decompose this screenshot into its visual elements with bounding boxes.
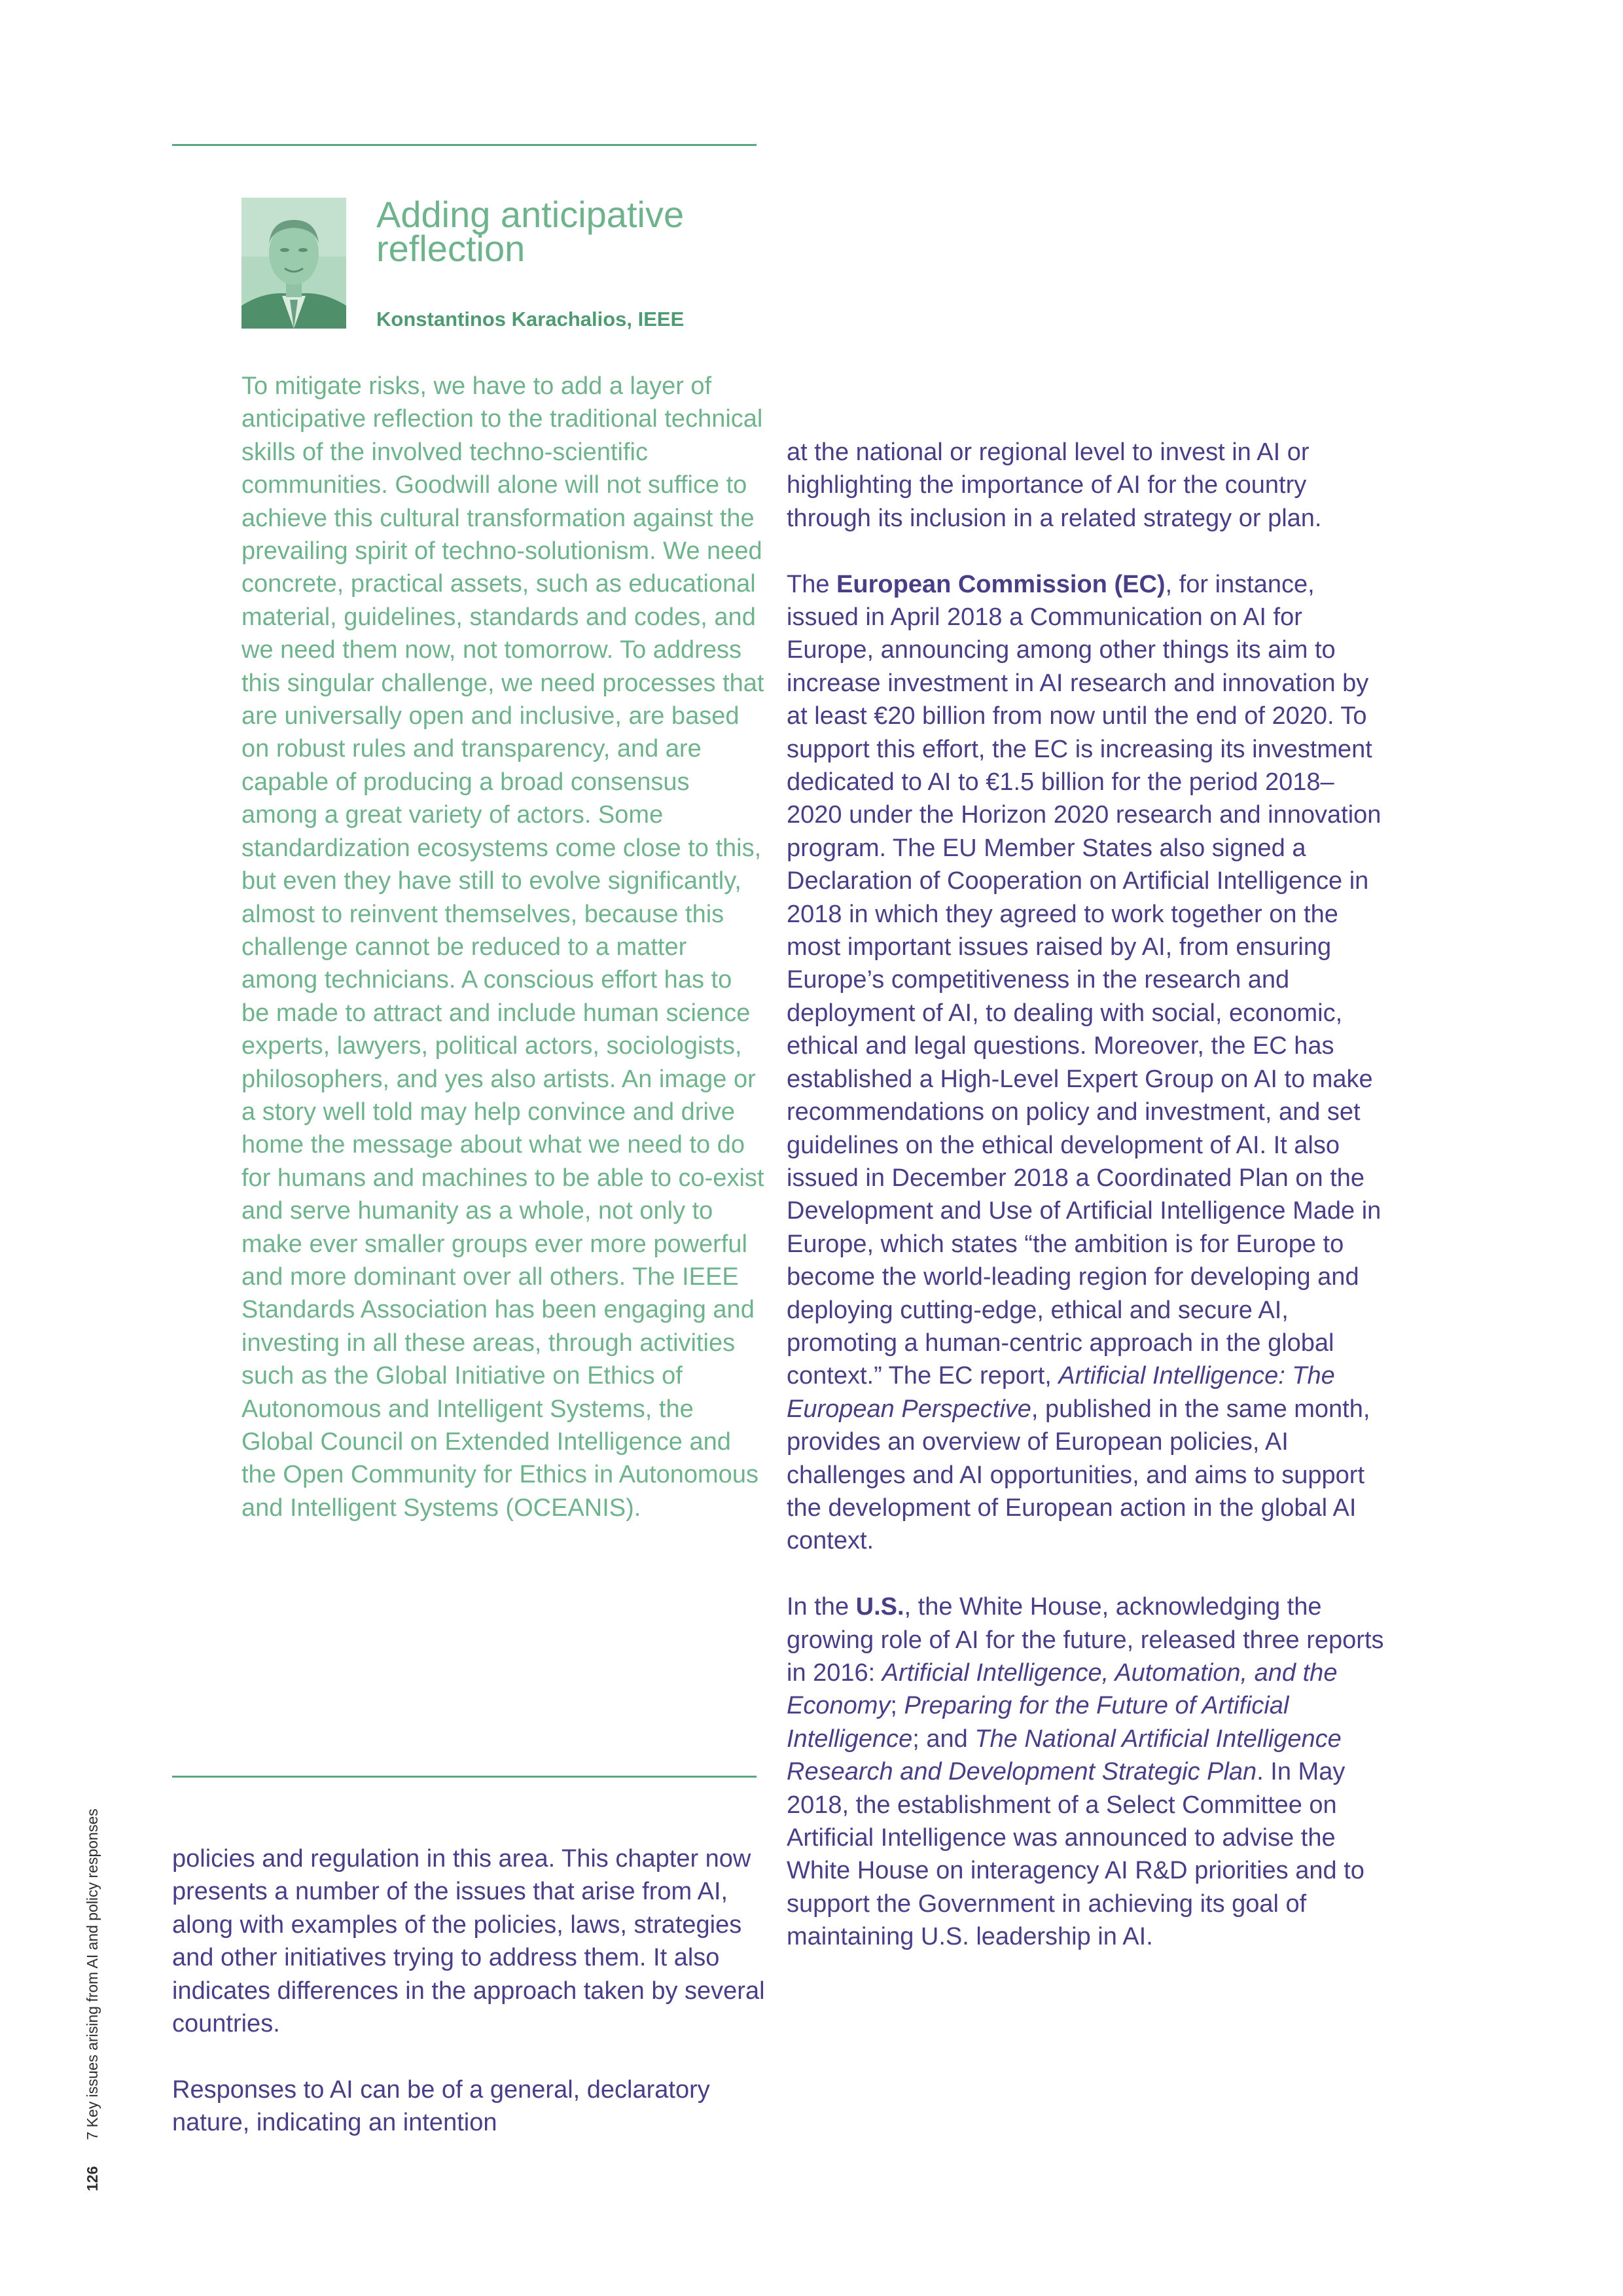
box-body: [241, 370, 765, 1524]
box-title: Adding anticipative reflection: [376, 194, 685, 269]
right-paragraph-1: at the national or regional level to invest in AI or highlighting the importance of AI for the country through its inclusion in a related strategy or plan.: [787, 439, 1322, 532]
left-column: [172, 1842, 774, 2140]
box-body-paragraph: To mitigate risks, we have to add a layer of anticipative reflection to the traditional technical skills of the involved techno-scientific communities. Goodwill alone will not suffice to achieve this cultural transformation against the prevailing spirit of techno-solutionism. We need concrete, practical assets, such as educational material, guidelines, standards and codes, and we need them now, not tomorrow. To address this singular challenge, we need processes that are universally open and inclusive, are based on robust rules and transparency, and are capable of producing a broad consensus among a great variety of actors. Some standardization ecosystems come close to this, but even they have still to evolve significantly, almost to reinvent themselves, because this challenge cannot be reduced to a matter among technicians. A conscious effort has to be made to attract and include human science experts, lawyers, political actors, sociologists, philosophers, and yes also artists. An image or a story well told may help convince and drive home the message about what we need to do for humans and machines to be able to co-exist and serve humanity as a whole, not only to make ever smaller groups ever more powerful and more dominant over all others. The IEEE Standards Association has been engaging and investing in all these areas, through activities such as the Global Initiative on Ethics of Autonomous and Intelligent Systems, the Global Council on Extended Intelligence and the Open Community for Ethics in Autonomous and Intelligent Systems (OCEANIS).: [241, 372, 764, 1522]
right-paragraph-3: In the U.S., the White House, acknowledging the growing role of AI for the future, released three reports in 2016: Artificial Intelligence, Automation, and the Economy; Preparing for the Future of Artificial Intelligence; and The National Artificial Intelligence Research and Development Strategic Plan. In May 2018, the establishment of a Select Committee on Artificial Intelligence was announced to advise the White House on interagency AI R&D priorities and to support the Government in achieving its goal of maintaining U.S. leadership in AI.: [787, 1593, 1384, 1951]
author-portrait: [241, 198, 346, 329]
box-bottom-rule: [172, 1776, 757, 1778]
us-term: U.S.: [855, 1593, 904, 1621]
right-paragraph-2: The European Commission (EC), for instance, issued in April 2018 a Communication on AI for Europe, announcing among other things its aim to increase investment in AI research and innovation by at least €20 billion from now until the end of 2020. To support this effort, the EC is increasing its investment dedicated to AI to €1.5 billion for the period 2018–2020 under the Horizon 2020 research and innovation program. The EU Member States also signed a Declaration of Cooperation on Artificial Intelligence in 2018 in which they agreed to work together on the most important issues raised by AI, from ensuring Europe’s competitiveness in the research and deployment of AI, to dealing with social, economic, ethical and legal questions. Moreover, the EC has established a High-Level Expert Group on AI to make recommendations on policy and investment, and set guidelines on the ethical development of AI. It also issued in December 2018 a Coordinated Plan on the Development and Use of Artificial Intelligence Made in Europe, which states “the ambition is for Europe to become the world-leading region for developing and deploying cutting-edge, ethical and secure AI, promoting a human-centric approach in the global context.” The EC report, Artificial Intelligence: The European Perspective, published in the same month, provides an overview of European policies, AI challenges and AI opportunities, and aims to support the development of European action in the global AI context.: [787, 570, 1382, 1555]
report-title-1: Artificial Intelligence, Automation, and the Economy: [787, 1659, 1338, 1720]
box-author: Konstantinos Karachalios, IEEE: [376, 308, 685, 331]
box-top-rule: [172, 144, 757, 146]
chapter-title: 7 Key issues arising from AI and policy responses: [84, 1808, 101, 2140]
page-number: 126: [84, 2166, 101, 2191]
right-column: [787, 436, 1389, 1954]
report-title-3: The National Artificial Intelligence Research and Development Strategic Plan: [787, 1725, 1342, 1786]
ec-report-title: Artificial Intelligence: The European Perspective: [787, 1362, 1335, 1423]
report-title-2: Preparing for the Future of Artificial Intelligence: [787, 1692, 1289, 1753]
european-commission-term: European Commission (EC): [836, 570, 1166, 598]
left-paragraph-1: policies and regulation in this area. This chapter now presents a number of the issues that arise from AI, along with examples of the policies, laws, strategies and other initiatives trying to address them. It also indicates differences in the approach taken by several countries.: [172, 1845, 765, 2038]
left-paragraph-2: Responses to AI can be of a general, declaratory nature, indicating an intention: [172, 2075, 710, 2137]
side-footer: [84, 1808, 101, 2191]
